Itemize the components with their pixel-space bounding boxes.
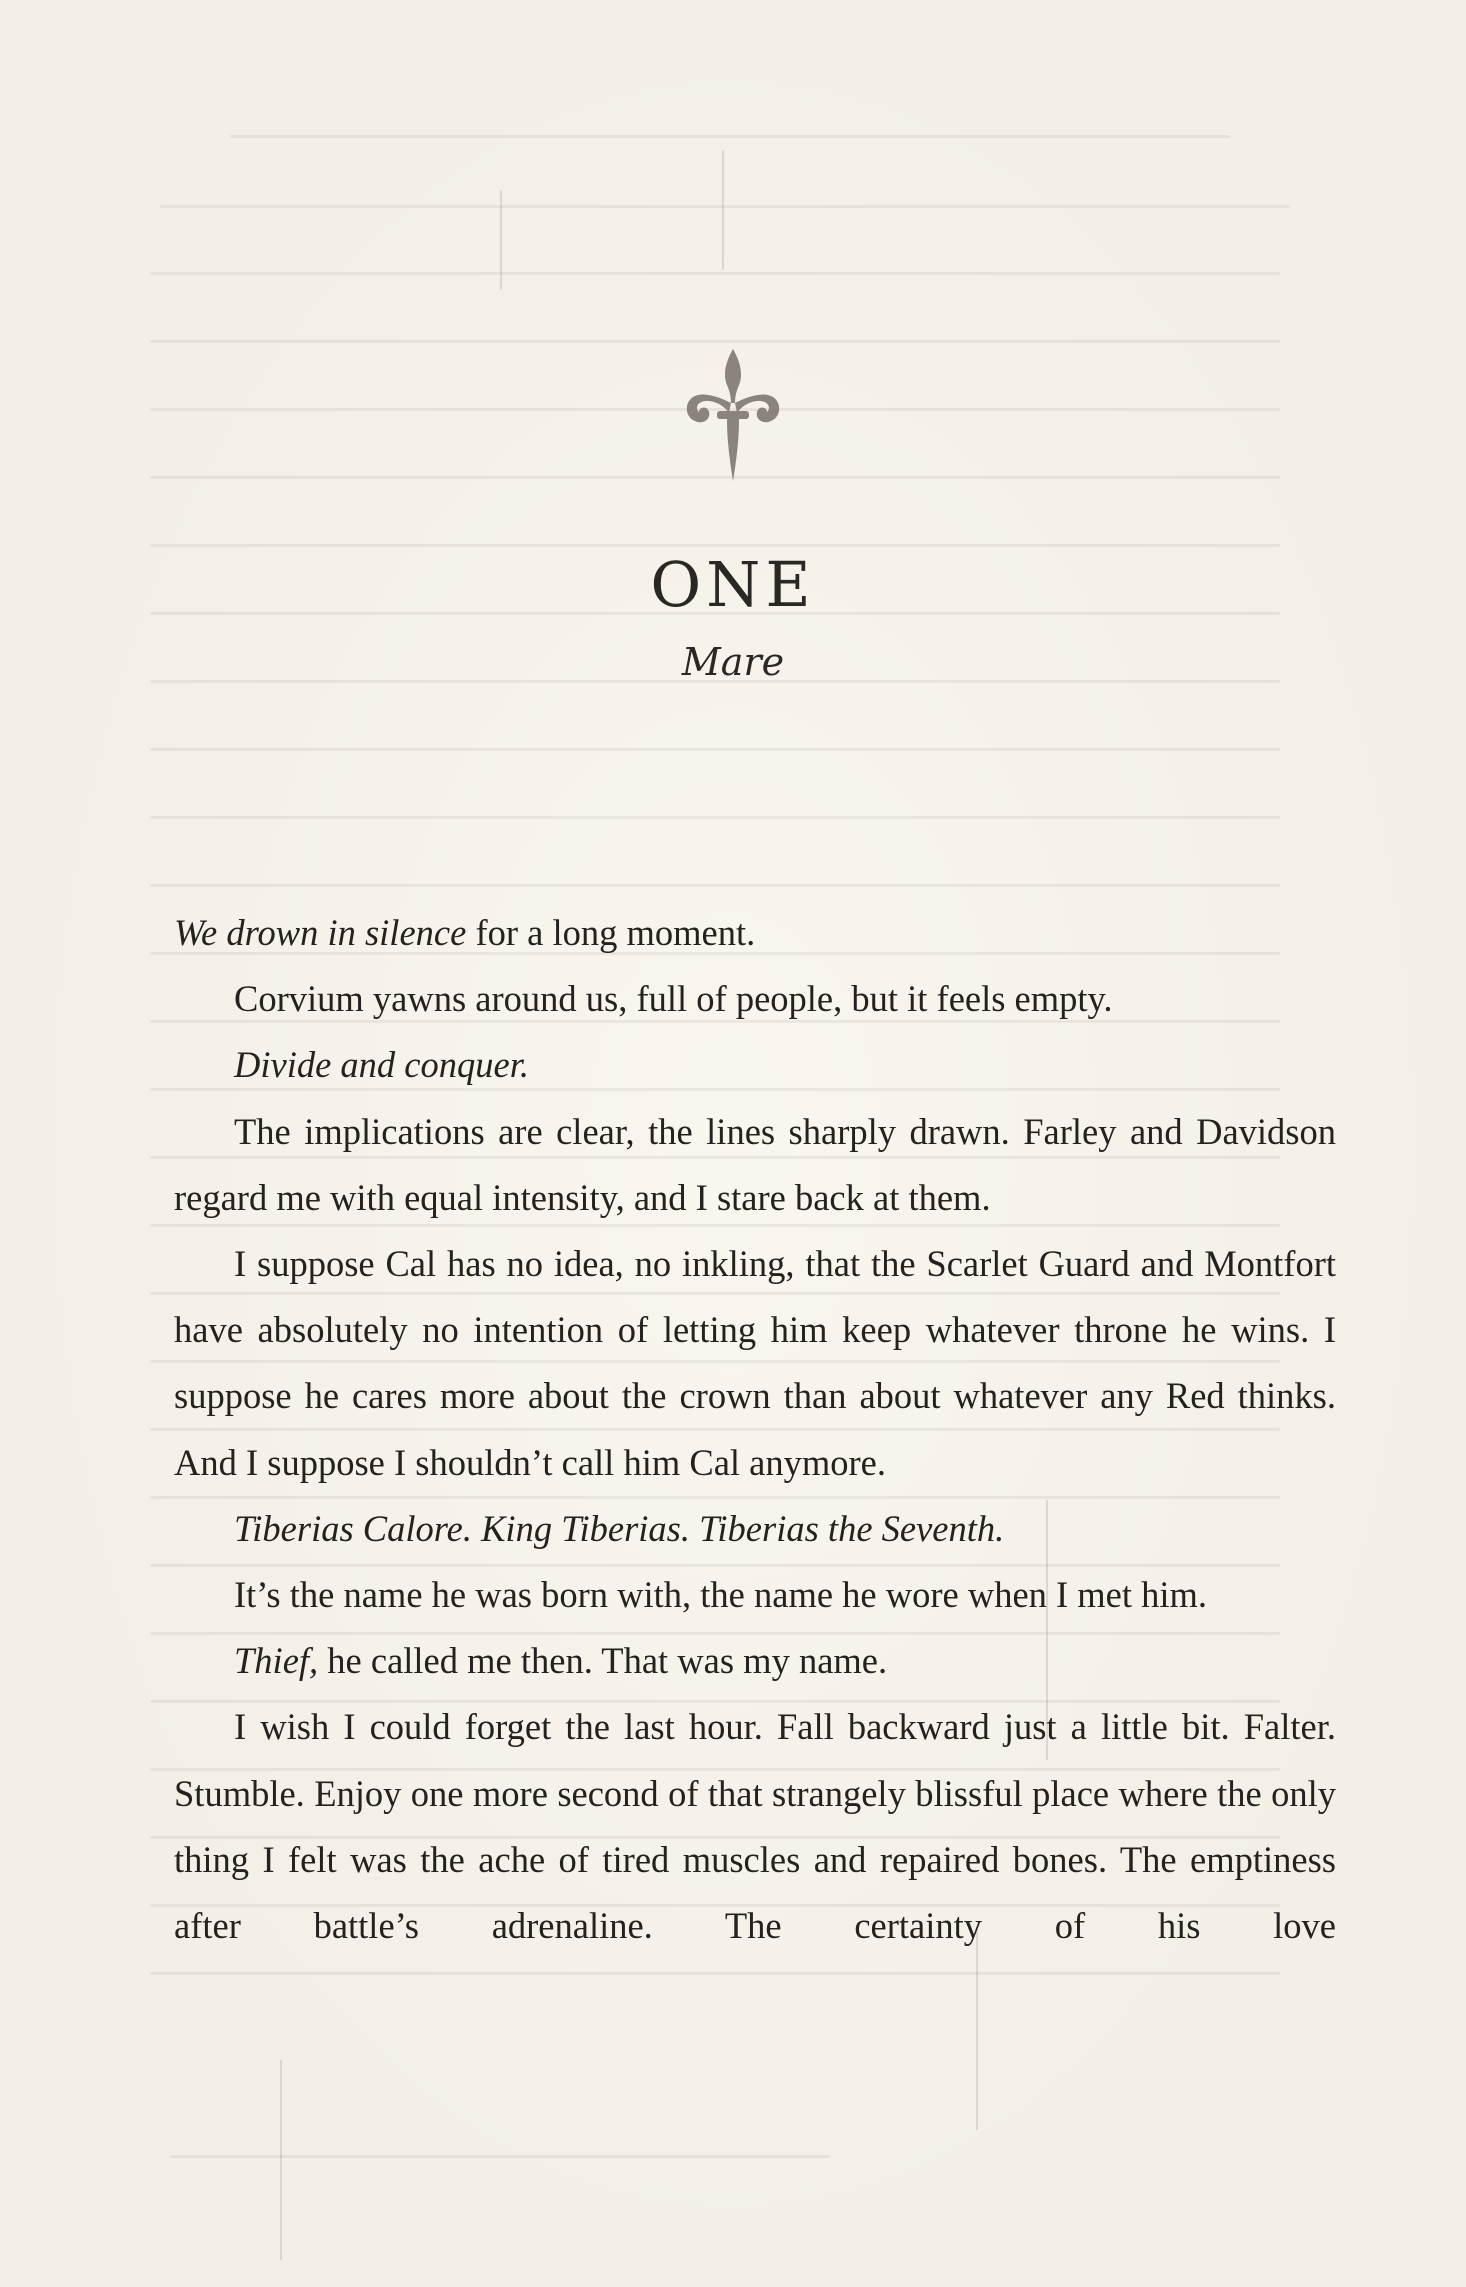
paper-scratch <box>500 190 502 290</box>
paragraph: It’s the name he was born with, the name he wore when I met him. <box>234 1574 1208 1616</box>
show-through-line <box>170 2155 830 2158</box>
paper-scratch <box>280 2060 282 2260</box>
italic-phrase: Tiberias Calore. King Tiberias. Tiberias the Seventh. <box>234 1507 1005 1549</box>
paragraph <box>174 900 1336 966</box>
paragraph-text: for a long moment. <box>466 912 756 953</box>
chapter-title: Mare <box>681 640 785 684</box>
paragraph: Corvium yawns around us, full of people, but it feels empty. <box>234 978 1113 1020</box>
chapter-number: ONE <box>650 548 816 621</box>
paper-scratch <box>722 150 724 270</box>
show-through-line <box>150 884 1280 887</box>
paper-scratch <box>976 1930 978 2130</box>
paragraph <box>174 1628 1336 1694</box>
show-through-line <box>150 1972 1280 1975</box>
show-through-line <box>150 340 1280 343</box>
paragraph-text: he called me then. That was my name. <box>318 1640 888 1682</box>
show-through-line <box>230 135 1230 138</box>
paragraph: The implications are clear, the lines sharply drawn. Farley and Davidson regard me with equal intensity, and I stare back at them. <box>174 1110 1336 1218</box>
paragraph <box>174 1032 1336 1098</box>
italic-phrase: We drown in silence <box>174 912 467 953</box>
paragraph: I suppose Cal has no idea, no inkling, that the Scarlet Guard and Montfort have absolutely no intention of letting him keep whatever throne he wins. I suppose he cares more about the crown than about whatever any Red thinks. And I suppose I shouldn’t call him Cal anymore. <box>174 1243 1336 1483</box>
show-through-line <box>150 748 1280 751</box>
show-through-line <box>160 205 1290 208</box>
show-through-line <box>150 816 1280 819</box>
fleur-de-lis-icon <box>681 345 785 485</box>
paragraph <box>174 1496 1336 1562</box>
show-through-line <box>150 272 1280 275</box>
italic-phrase: Thief, <box>234 1640 319 1682</box>
paragraph: I wish I could forget the last hour. Fall backward just a little bit. Falter. Stumble. Enjoy one more second of that strangely blissful place where the only thing I felt was the ache of tired muscles and repaired bones. The emptiness after battle’s adrenaline. The certainty of his love <box>174 1706 1336 1947</box>
italic-phrase: Divide and conquer. <box>234 1044 529 1086</box>
show-through-line <box>150 544 1280 547</box>
chapter-body <box>174 900 1336 1959</box>
